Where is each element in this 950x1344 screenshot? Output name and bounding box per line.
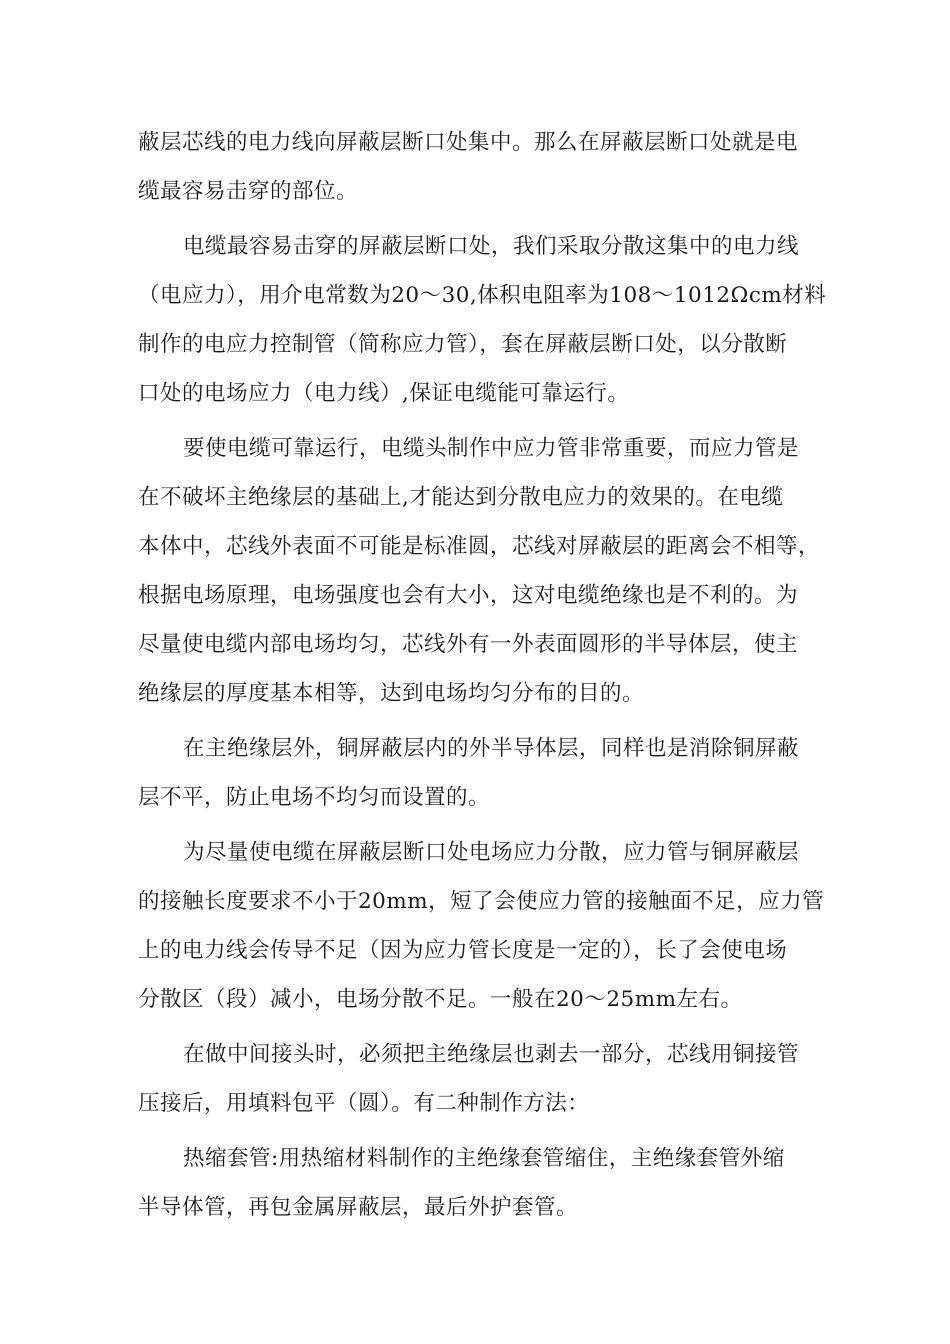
- text-line: 压接后，用填料包平（圆）。有二种制作方法：: [138, 1091, 590, 1116]
- text-line: 上的电力线会传导不足（因为应力管长度是一定的），长了会使电场: [138, 938, 788, 963]
- text-line: 在做中间接头时，必须把主绝缘层也剥去一部分，芯线用铜接管: [183, 1042, 800, 1067]
- paragraph-5: [138, 828, 825, 1024]
- text-line: 在不破坏主绝缘层的基础上,才能达到分散电应力的效果的。在电缆: [138, 485, 784, 510]
- text-line: 分散区（段）减小，电场分散不足。一般在20～25mm左右。: [138, 987, 743, 1012]
- text-line: 缆最容易击穿的部位。: [138, 179, 359, 204]
- paragraph-1: [138, 118, 822, 216]
- paragraph-4: [138, 724, 822, 822]
- paragraph-6: [138, 1030, 822, 1128]
- text-line: 口处的电场应力（电力线）,保证电缆能可靠运行。: [138, 381, 630, 406]
- text-line: （电应力），用介电常数为20～30,体积电阻率为108～1012Ωcm材料: [138, 283, 827, 308]
- text-line: 层不平，防止电场不均匀而设置的。: [138, 785, 491, 810]
- document-page: [138, 118, 827, 1238]
- text-line: 要使电缆可靠运行，电缆头制作中应力管非常重要，而应力管是: [183, 436, 800, 461]
- text-line: 半导体管，再包金属屏蔽层，最后外护套管。: [138, 1195, 579, 1220]
- paragraph-7: [138, 1134, 822, 1232]
- text-line: 的接触长度要求不小于20mm，短了会使应力管的接触面不足，应力管: [138, 889, 825, 914]
- text-line: 根据电场原理，电场强度也会有大小，这对电缆绝缘也是不利的。为: [138, 583, 799, 608]
- text-line: 热缩套管:用热缩材料制作的主绝缘套管缩住，主绝缘套管外缩: [183, 1146, 785, 1171]
- paragraph-2: [138, 222, 827, 418]
- text-line: 本体中，芯线外表面不可能是标准圆，芯线对屏蔽层的距离会不相等，: [138, 534, 821, 559]
- text-line: 为尽量使电缆在屏蔽层断口处电场应力分散，应力管与铜屏蔽层: [183, 840, 800, 865]
- paragraph-3: [138, 424, 822, 718]
- text-line: 蔽层芯线的电力线向屏蔽层断口处集中。那么在屏蔽层断口处就是电: [138, 130, 799, 155]
- text-line: 在主绝缘层外，铜屏蔽层内的外半导体层，同样也是消除铜屏蔽: [183, 736, 800, 761]
- text-line: 尽量使电缆内部电场均匀，芯线外有一外表面圆形的半导体层，使主: [138, 632, 799, 657]
- text-line: 电缆最容易击穿的屏蔽层断口处，我们采取分散这集中的电力线: [183, 234, 800, 259]
- text-line: 制作的电应力控制管（简称应力管），套在屏蔽层断口处，以分散断: [138, 332, 788, 357]
- text-line: 绝缘层的厚度基本相等，达到电场均匀分布的目的。: [138, 681, 645, 706]
